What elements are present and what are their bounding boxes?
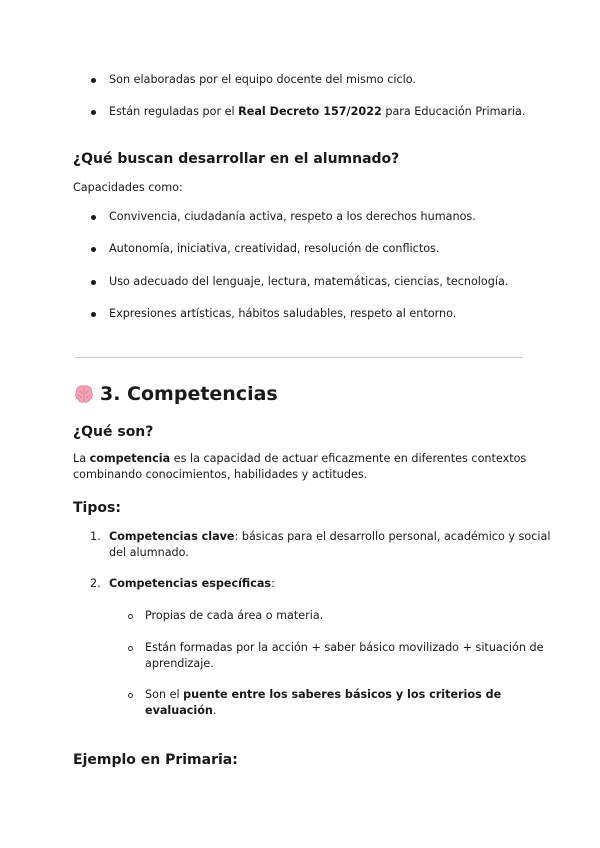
nested-list-item-continuation: evaluación.: [145, 704, 217, 717]
nested-list-item: Propias de cada área o materia.: [145, 609, 324, 622]
bullet: [91, 110, 96, 115]
list-item: Son elaboradas por el equipo docente del mismo ciclo.: [109, 73, 416, 86]
hollow-bullet: [128, 614, 133, 619]
bullet: [91, 215, 96, 220]
list-item: Competencias clave: básicas para el desarrollo personal, académico y social: [109, 530, 551, 543]
bullet: [91, 312, 96, 317]
definition-line-1: La competencia es la capacidad de actuar eficazmente en diferentes contextos: [73, 452, 527, 465]
list-item: Competencias específicas:: [109, 577, 275, 590]
definition-line-2: combinando conocimientos, habilidades y actitudes.: [73, 468, 368, 481]
list-item-continuation: del alumnado.: [109, 546, 189, 559]
subheading-que-son: ¿Qué son?: [73, 424, 154, 440]
list-item: Expresiones artísticas, hábitos saludables, respeto al entorno.: [109, 307, 457, 320]
bullet: [91, 247, 96, 252]
subheading-ejemplo: Ejemplo en Primaria:: [73, 752, 238, 768]
list-item: Convivencia, ciudadanía activa, respeto a los derechos humanos.: [109, 210, 476, 223]
bullet: [91, 78, 96, 83]
horizontal-divider: [75, 357, 523, 358]
list-number: 2.: [90, 577, 101, 590]
nested-list-item-continuation: aprendizaje.: [145, 657, 214, 670]
section-title: 3. Competencias: [100, 383, 278, 405]
intro-text: Capacidades como:: [73, 181, 183, 194]
section-heading-desarrollar: ¿Qué buscan desarrollar en el alumnado?: [73, 151, 400, 167]
bullet: [91, 280, 96, 285]
list-item: Uso adecuado del lenguaje, lectura, matemáticas, ciencias, tecnología.: [109, 275, 509, 288]
hollow-bullet: [128, 646, 133, 651]
list-number: 1.: [90, 530, 101, 543]
nested-list-item: Están formadas por la acción + saber básico movilizado + situación de: [145, 641, 544, 654]
brain-icon: [73, 383, 95, 405]
hollow-bullet: [128, 693, 133, 698]
nested-list-item: Son el puente entre los saberes básicos y los criterios de: [145, 688, 502, 701]
subheading-tipos: Tipos:: [73, 500, 121, 516]
list-item: Están reguladas por el Real Decreto 157/2022 para Educación Primaria.: [109, 105, 526, 118]
list-item: Autonomía, iniciativa, creatividad, resolución de conflictos.: [109, 242, 440, 255]
